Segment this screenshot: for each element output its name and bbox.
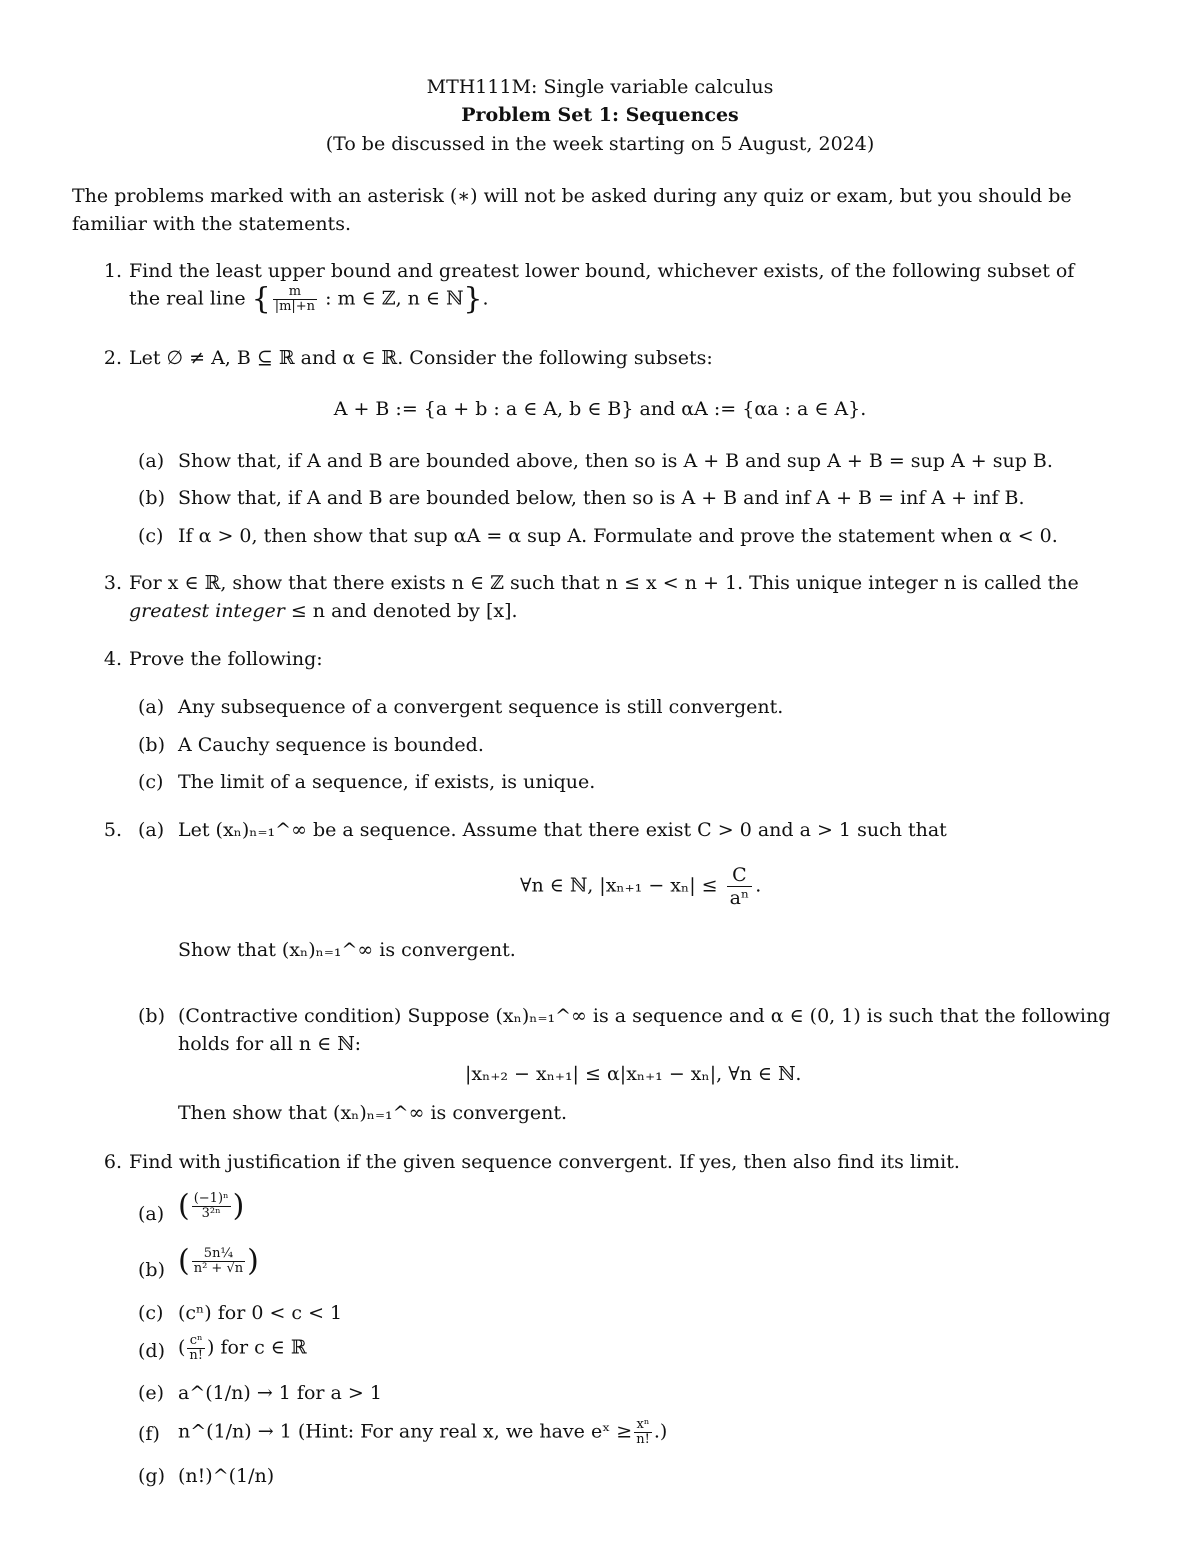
problem-6a-label: (a) xyxy=(138,1203,165,1225)
fraction-numerator: cⁿ xyxy=(187,1334,205,1349)
problem-2c-label: (c) xyxy=(138,525,164,547)
problem-3-line-1: For x ∈ ℝ, show that there exists n ∈ ℤ such that n ≤ x < n + 1. This unique integer n is called the xyxy=(129,572,1079,594)
fraction-numerator: (−1)ⁿ xyxy=(193,1191,229,1206)
problem-4-number: 4. xyxy=(103,648,122,670)
problem-6a-expr: ( $\frac{\text{(−1)ⁿ}}{\text{3²ⁿ}}$ ) xyxy=(178,1188,245,1224)
problem-1-line-1: Find the least upper bound and greatest lower bound, whichever exists, of the following subset of xyxy=(129,260,1075,282)
problem-2a-label: (a) xyxy=(138,450,165,472)
problem-6d-label: (d) xyxy=(138,1340,165,1362)
problem-6b-expr: ( $\frac{\text{5n¼}}{\text{n² + √n}}$ ) xyxy=(178,1243,259,1279)
problem-1-set-fraction xyxy=(273,285,317,314)
problem-3-number: 3. xyxy=(103,572,122,594)
problem-5a-line-1: Let (xₙ)ₙ₌₁^∞ be a sequence. Assume that there exist C > 0 and a > 1 such that xyxy=(178,819,947,841)
problem-6d-fraction xyxy=(187,1334,205,1363)
problem-4b-label: (b) xyxy=(138,734,165,756)
set-condition: : m ∈ ℤ, n ∈ ℕ xyxy=(325,287,464,310)
fraction-numerator: xⁿ xyxy=(634,1418,652,1433)
fraction-denominator: n² + √n xyxy=(193,1261,244,1276)
fraction-denominator: n! xyxy=(636,1432,650,1447)
problem-6-line-1: Find with justification if the given sequence convergent. If yes, then also find its limit. xyxy=(129,1151,960,1173)
set-numerator: m xyxy=(273,285,317,300)
discussion-date: (To be discussed in the week starting on 5 August, 2024) xyxy=(325,133,875,155)
problem-2b-text: Show that, if A and B are bounded below, then so is A + B and inf A + B = inf A + inf B. xyxy=(178,487,1025,509)
problem-1-lead: the real line xyxy=(129,287,246,310)
problem-4c-text: The limit of a sequence, if exists, is unique. xyxy=(178,771,596,793)
problem-6c-text: (cⁿ) for 0 < c < 1 xyxy=(178,1302,343,1324)
problem-1-line-2: the real line { $\frac{m}{|m|+n}$ : m ∈ ℤ, n ∈ ℕ}. xyxy=(129,281,489,317)
problem-3-line-2-rest: ≤ n and denoted by [x]. xyxy=(284,600,518,622)
problem-6c-label: (c) xyxy=(138,1302,164,1324)
problem-4c-label: (c) xyxy=(138,771,164,793)
problem-4-line-1: Prove the following: xyxy=(129,648,323,670)
problem-5b-label: (b) xyxy=(138,1005,165,1027)
problem-2c-text: If α > 0, then show that sup αA = α sup A. Formulate and prove the statement when α < 0. xyxy=(178,525,1058,547)
problem-6d-expr: ( $\frac{\text{cⁿ}}{n!}$ ) for c ∈ ℝ xyxy=(178,1333,307,1363)
problem-5b-line-1: (Contractive condition) Suppose (xₙ)ₙ₌₁^∞ is a sequence and α ∈ (0, 1) is such that the following xyxy=(178,1005,1111,1027)
problem-6f-label: (f) xyxy=(138,1423,160,1445)
problem-6f-right: .) xyxy=(653,1420,668,1443)
problem-4b-text: A Cauchy sequence is bounded. xyxy=(178,734,484,756)
intro-line-2: familiar with the statements. xyxy=(72,213,351,235)
problem-6e-text: a^(1/n) → 1 for a > 1 xyxy=(178,1382,382,1404)
fraction-denominator: 3²ⁿ xyxy=(201,1206,221,1221)
greatest-integer-term: greatest integer xyxy=(129,600,285,622)
problem-1-number: 1. xyxy=(103,260,122,282)
problem-6d-rest: for c ∈ ℝ xyxy=(214,1336,307,1359)
problem-3-line-2 xyxy=(129,600,518,622)
problem-6a-fraction xyxy=(192,1192,231,1221)
fraction-denominator: n! xyxy=(189,1348,204,1363)
problem-5a-fraction xyxy=(727,864,753,909)
problem-2-line-1: Let ∅ ≠ A, B ⊆ ℝ and α ∈ ℝ. Consider the following subsets: xyxy=(129,347,713,369)
problem-5b-line-2: holds for all n ∈ ℕ: xyxy=(178,1033,361,1055)
problem-6f-expr xyxy=(178,1418,667,1447)
set-denominator: |m|+n xyxy=(274,299,316,314)
problem-4a-label: (a) xyxy=(138,696,165,718)
problem-6f-fraction xyxy=(634,1418,652,1447)
problem-4a-text: Any subsequence of a convergent sequence is still convergent. xyxy=(178,696,784,718)
problem-5-number: 5. xyxy=(103,819,122,841)
problem-6f-left: n^(1/n) → 1 (Hint: For any real x, we have eˣ ≥ xyxy=(178,1420,633,1443)
problem-2b-label: (b) xyxy=(138,487,165,509)
problem-5b-display: |xₙ₊₂ − xₙ₊₁| ≤ α|xₙ₊₁ − xₙ|, ∀n ∈ ℕ. xyxy=(465,1063,802,1085)
fraction-numerator: C xyxy=(727,864,753,887)
problem-set-title: Problem Set 1: Sequences xyxy=(461,104,739,126)
problem-6b-fraction xyxy=(192,1247,245,1276)
problem-5a-label: (a) xyxy=(138,819,165,841)
problem-5a-line-2: Show that (xₙ)ₙ₌₁^∞ is convergent. xyxy=(178,939,516,961)
problem-5a-display-left: ∀n ∈ ℕ, |xₙ₊₁ − xₙ| ≤ xyxy=(520,874,718,897)
fraction-numerator: 5n¼ xyxy=(192,1247,245,1262)
problem-6g-text: (n!)^(1/n) xyxy=(178,1465,275,1487)
problem-2a-text: Show that, if A and B are bounded above, then so is A + B and sup A + B = sup A + sup B. xyxy=(178,450,1053,472)
course-title: MTH111M: Single variable calculus xyxy=(426,76,774,98)
problem-6e-label: (e) xyxy=(138,1382,165,1404)
intro-line-1: The problems marked with an asterisk (∗) will not be asked during any quiz or exam, but you should be xyxy=(72,185,1072,207)
problem-6b-label: (b) xyxy=(138,1259,165,1281)
problem-2-number: 2. xyxy=(103,347,122,369)
problem-5b-line-3: Then show that (xₙ)ₙ₌₁^∞ is convergent. xyxy=(178,1102,568,1124)
problem-2-display: A + B := {a + b : a ∈ A, b ∈ B} and αA := {αa : a ∈ A}. xyxy=(333,398,867,420)
problem-6g-label: (g) xyxy=(138,1465,165,1487)
problem-5a-display: ∀n ∈ ℕ, |xₙ₊₁ − xₙ| ≤ $\frac{C}{\text{aⁿ}}$ . xyxy=(520,864,762,909)
fraction-denominator: aⁿ xyxy=(729,887,750,909)
problem-6-number: 6. xyxy=(103,1151,122,1173)
